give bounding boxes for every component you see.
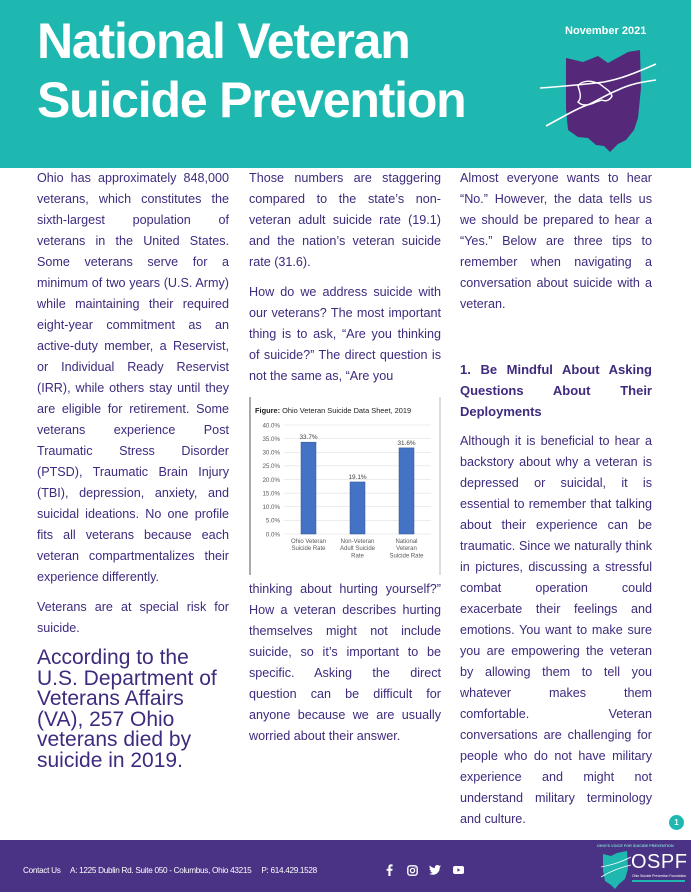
body-paragraph: Those numbers are staggering compared to the state’s non-veteran adult suicide rate (19.1) and the nation’s veteran suicide rate (31.6). (249, 171, 441, 269)
contact-info (23, 866, 325, 875)
title-line-1: National Veteran (37, 13, 410, 69)
twitter-icon[interactable] (429, 864, 441, 876)
bar-chart (251, 397, 439, 575)
footer (0, 840, 691, 892)
tip-body: Although it is beneficial to hear a backstory about why a veteran is depressed or suicidal, it is essential to remember that talking about their experience can be traumatic. Since we naturally think in pictures, discussing a stressful combat operation could exacerbate their feelings and emotions. You want to make sure you are empowering the veteran by allowing them to tell you whatever makes them comfortable. Veteran conversations are challenging for people who do not have military experience and might not understand military terminology and culture. (460, 434, 652, 826)
y-tick-label: 10.0% (262, 504, 280, 512)
column-2 (249, 168, 441, 756)
bar-value-label: 19.1% (348, 473, 367, 481)
x-tick-label: Veteran (396, 546, 417, 553)
chart-title-prefix: Figure: (255, 406, 281, 415)
body-paragraph: thinking about hurting yourself?” How a veteran describes hurting themselves might not include suicide, so it’s important to be specific. Asking the direct question can be difficult for anyone because we are usually worried about their answer. (249, 582, 441, 743)
x-tick-label: Suicide Rate (389, 553, 424, 560)
y-tick-label: 40.0% (262, 422, 280, 430)
pull-quote: According to the U.S. Department of Veterans Affairs (VA), 257 Ohio veterans died by suicide in 2019. (37, 646, 217, 772)
y-tick-label: 30.0% (262, 449, 280, 457)
ospf-underline (632, 880, 685, 882)
y-tick-label: 35.0% (262, 435, 280, 443)
chart-figure (249, 397, 441, 575)
column-1 (37, 168, 229, 771)
issue-date: November 2021 (565, 25, 647, 37)
contact-address: A: 1225 Dublin Rd. Suite 050 - Columbus, Ohio 43215 (70, 866, 252, 875)
x-tick-label: Adult Suicide (339, 546, 376, 553)
x-tick-label: Non-Veteran (340, 539, 375, 545)
social-links (383, 864, 464, 876)
body-paragraph: How do we address suicide with our veterans? The most important thing is to ask, “Are you thinking of suicide?” The direct question is not the same as, “Are you (249, 285, 441, 383)
ospf-text: OSPF (631, 851, 688, 873)
body-paragraph: Veterans are at special risk for suicide. (37, 600, 229, 635)
contact-label[interactable]: Contact Us (23, 866, 61, 875)
ohio-handshake-icon (538, 48, 658, 158)
y-tick-label: 0.0% (265, 531, 280, 539)
bar-value-label: 31.6% (397, 439, 416, 447)
instagram-icon[interactable] (406, 864, 418, 876)
ospf-subtext: Ohio Suicide Prevention Foundation (632, 874, 687, 878)
column-3 (460, 168, 652, 839)
header-banner (0, 0, 691, 168)
ospf-tagline: OHIO'S VOICE FOR SUICIDE PREVENTION (597, 844, 674, 848)
y-tick-label: 5.0% (265, 517, 280, 525)
contact-phone[interactable]: P: 614.429.1528 (261, 866, 317, 875)
tip-heading: 1. Be Mindful About Asking Questions About Their Deployments (460, 362, 652, 419)
y-tick-label: 15.0% (262, 490, 280, 498)
x-tick-label: Suicide Rate (291, 546, 326, 553)
facebook-icon[interactable] (383, 864, 395, 876)
ospf-logo[interactable] (595, 844, 687, 890)
chart-bar (350, 482, 365, 534)
ohio-map-icon (601, 851, 631, 889)
body-paragraph: Almost everyone wants to hear “No.” However, the data tells us we should be prepared to hear a “Yes.” Below are three tips to remember when navigating a conversation about suicide with a veteran. (460, 171, 652, 311)
body-paragraph: Ohio has approximately 848,000 veterans, which constitutes the sixth-largest population of veterans in the United States. Some veterans serve for a minimum of two years (U.S. Army) while maintaining their required eight-year commitment as an active-duty member, a Reservist, or Individual Ready Reservist (IRR), while others stay until they are eligible for retirement. Some veterans experience Post Traumatic Stress Disorder (PTSD), Traumatic Brain Injury (TBI), depression, anxiety, and suicidal ideations. No one profile fits all veterans because each veteran compartmentalizes their experience differently. (37, 171, 229, 584)
chart-bar (301, 442, 316, 534)
youtube-icon[interactable] (452, 864, 464, 876)
title-line-2: Suicide Prevention (37, 72, 466, 128)
y-tick-label: 25.0% (262, 463, 280, 471)
page-title (37, 12, 466, 130)
chart-title-text: Ohio Veteran Suicide Data Sheet, 2019 (282, 406, 412, 415)
bar-value-label: 33.7% (299, 434, 318, 442)
chart-bar (399, 448, 414, 534)
x-tick-label: Ohio Veteran (290, 539, 327, 545)
page-number: 1 (669, 815, 684, 830)
x-tick-label: National (395, 539, 418, 545)
y-tick-label: 20.0% (262, 476, 280, 484)
x-tick-label: Rate (351, 553, 364, 560)
